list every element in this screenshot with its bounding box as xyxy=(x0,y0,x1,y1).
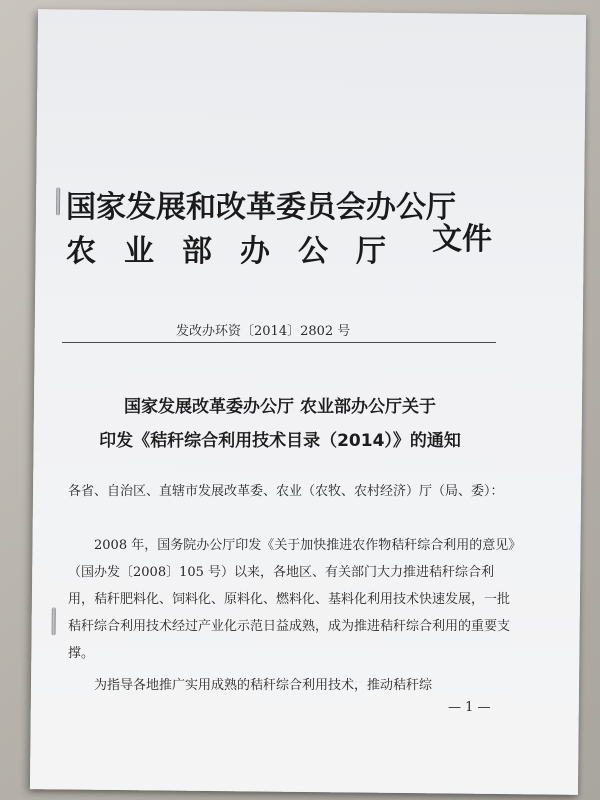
staple-top xyxy=(56,187,60,215)
page-number: — 1 — xyxy=(448,700,491,715)
title-line-1: 国家发展改革委办公厅 农业部办公厅关于 xyxy=(124,397,436,417)
paragraph-2-text: 为指导各地推广实用成熟的秸秆综合利用技术，推动秸秆综 xyxy=(94,678,433,693)
document-label: 文件 xyxy=(432,222,492,257)
document-number: 发改办环资〔2014〕2802 号 xyxy=(176,324,351,339)
paragraph-1-text: 2008 年，国务院办公厅印发《关于加快推进农作物秸秆综合利用的意见》（国办发〔2008〕105 号）以来，各地区、有关部门大力推进秸秆综合利用，秸秆肥料化、饲料化、原料化、燃料化、基料化利用技术快速发展，一批秸秆综合利用技术经过产业化示范日益成熟，成为推进秸秆综合利用的重要支撑。 xyxy=(68,538,515,661)
salutation xyxy=(68,478,516,505)
org-line-ndrc: 国家发展和改革委员会办公厅 xyxy=(66,190,456,225)
salutation-text: 各省、自治区、直辖市发展改革委、农业（农牧、农村经济）厅（局、委）： xyxy=(68,484,504,499)
title-line-2: 印发《秸秆综合利用技术目录（2014）》的通知 xyxy=(99,431,461,451)
header-rule xyxy=(62,342,496,343)
body-paragraph-2 xyxy=(68,672,516,699)
org-line-moa: 农业部办公厅 xyxy=(66,234,414,269)
staple-bottom xyxy=(52,607,56,635)
issuing-organizations xyxy=(66,186,456,274)
body-paragraph-1 xyxy=(68,532,516,667)
